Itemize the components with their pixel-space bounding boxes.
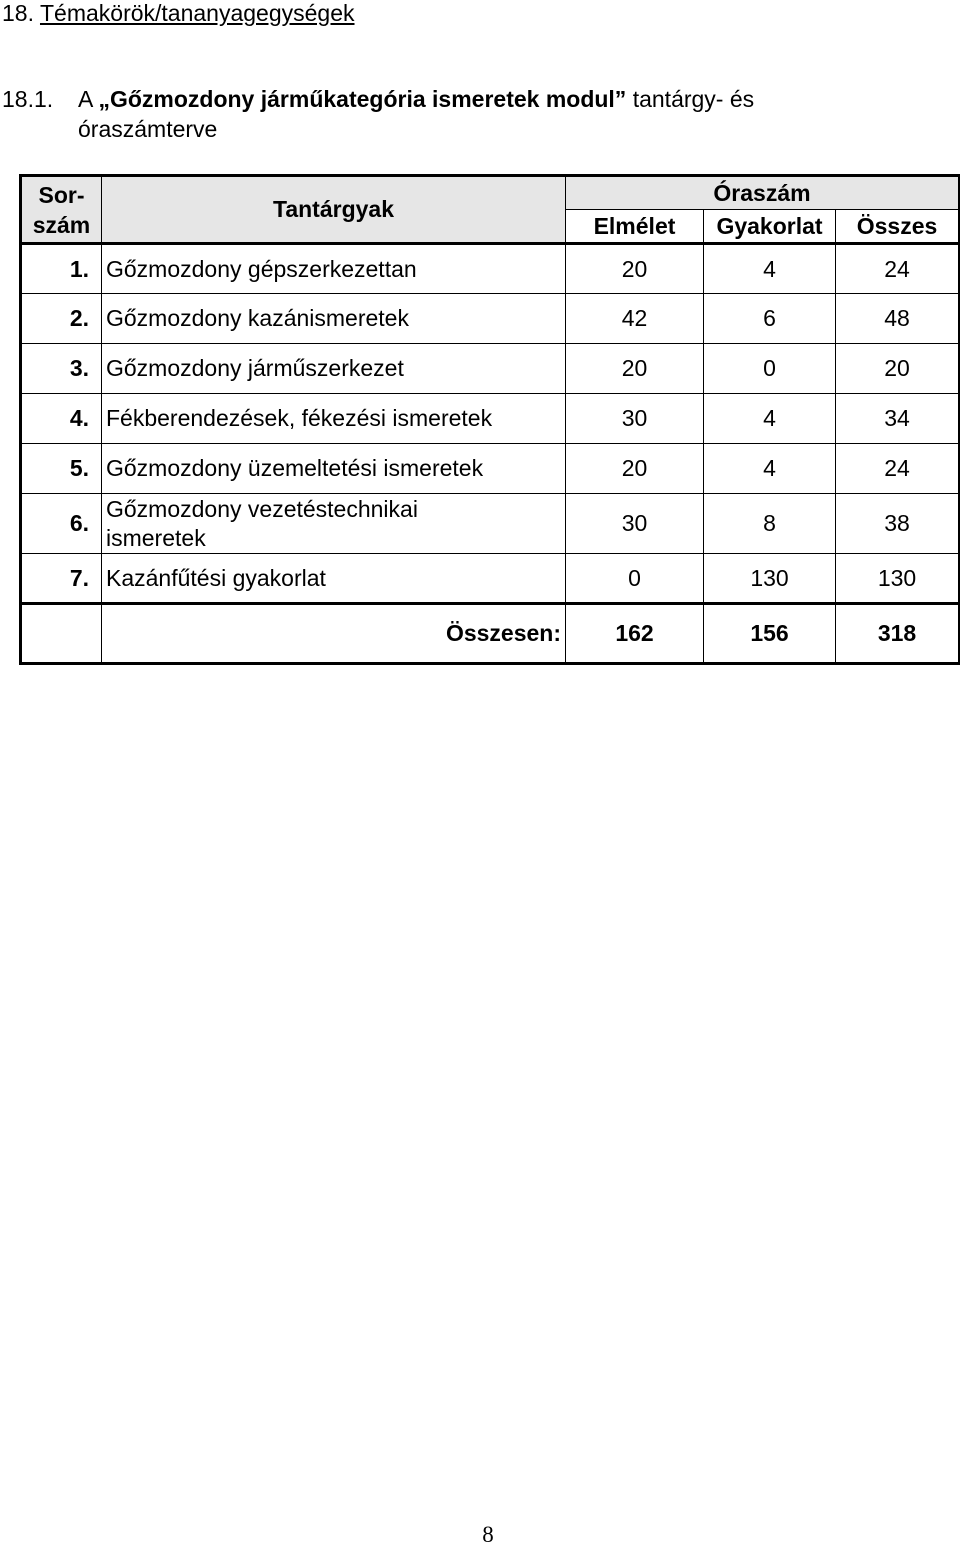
section-title: Témakörök/tananyagegységek — [39, 0, 355, 26]
table-row — [21, 444, 960, 494]
row-number: 5. — [21, 444, 102, 494]
row-gyakorlat: 130 — [704, 554, 836, 604]
row-elmelet: 0 — [566, 554, 704, 604]
row-subject: Gőzmozdony üzemeltetési ismeretek — [102, 444, 566, 494]
row-gyakorlat: 4 — [704, 444, 836, 494]
row-osszes: 24 — [836, 244, 960, 294]
header-sorszam-line1: Sor- — [38, 181, 85, 208]
total-empty-cell — [21, 604, 102, 664]
row-subject-line2: ismeretek — [106, 524, 206, 551]
row-gyakorlat: 0 — [704, 344, 836, 394]
row-subject: Fékberendezések, fékezési ismeretek — [102, 394, 566, 444]
row-osszes: 130 — [836, 554, 960, 604]
subsection-title-line1 — [78, 84, 754, 114]
header-oraszam: Óraszám — [566, 176, 960, 210]
row-subject: Gőzmozdony gépszerkezettan — [102, 244, 566, 294]
header-sorszam — [21, 176, 102, 244]
row-subject-line1: Gőzmozdony vezetéstechnikai — [106, 495, 418, 522]
row-elmelet: 30 — [566, 394, 704, 444]
row-gyakorlat: 8 — [704, 494, 836, 554]
row-number: 6. — [21, 494, 102, 554]
row-number: 7. — [21, 554, 102, 604]
row-osszes: 38 — [836, 494, 960, 554]
row-elmelet: 20 — [566, 344, 704, 394]
row-number: 2. — [21, 294, 102, 344]
total-label: Összesen: — [102, 604, 566, 664]
table-row — [21, 494, 960, 554]
subsection-title-line2: óraszámterve — [78, 116, 218, 142]
row-osszes: 24 — [836, 444, 960, 494]
row-elmelet: 20 — [566, 244, 704, 294]
row-osszes: 34 — [836, 394, 960, 444]
header-elmelet: Elmélet — [566, 210, 704, 244]
table-row — [21, 244, 960, 294]
total-elmelet: 162 — [566, 604, 704, 664]
row-gyakorlat: 6 — [704, 294, 836, 344]
row-number: 3. — [21, 344, 102, 394]
page-number: 8 — [482, 1522, 494, 1547]
header-osszes: Összes — [836, 210, 960, 244]
row-subject: Gőzmozdony járműszerkezet — [102, 344, 566, 394]
row-elmelet: 42 — [566, 294, 704, 344]
row-number: 1. — [21, 244, 102, 294]
subsection-title-prefix: A — [78, 86, 99, 112]
table-row — [21, 554, 960, 604]
subsection-title-suffix: tantárgy- és — [626, 86, 755, 112]
table-row — [21, 294, 960, 344]
row-subject: Gőzmozdony kazánismeretek — [102, 294, 566, 344]
header-gyakorlat: Gyakorlat — [704, 210, 836, 244]
section-number: 18. — [2, 0, 34, 26]
row-subject — [102, 494, 566, 554]
row-elmelet: 20 — [566, 444, 704, 494]
header-sorszam-line2: szám — [32, 211, 91, 238]
row-gyakorlat: 4 — [704, 394, 836, 444]
subsection-number: 18.1. — [2, 86, 54, 112]
row-subject: Kazánfűtési gyakorlat — [102, 554, 566, 604]
total-row — [21, 604, 960, 664]
section-heading — [2, 0, 355, 26]
total-gyakorlat: 156 — [704, 604, 836, 664]
table-row — [21, 394, 960, 444]
row-osszes: 48 — [836, 294, 960, 344]
header-tantargyak: Tantárgyak — [102, 176, 566, 244]
subsection-title-bold: „Gőzmozdony járműkategória ismeretek modul” — [98, 86, 627, 112]
curriculum-table — [19, 174, 960, 665]
row-osszes: 20 — [836, 344, 960, 394]
row-number: 4. — [21, 394, 102, 444]
table-row — [21, 344, 960, 394]
row-elmelet: 30 — [566, 494, 704, 554]
row-gyakorlat: 4 — [704, 244, 836, 294]
total-osszes: 318 — [836, 604, 960, 664]
